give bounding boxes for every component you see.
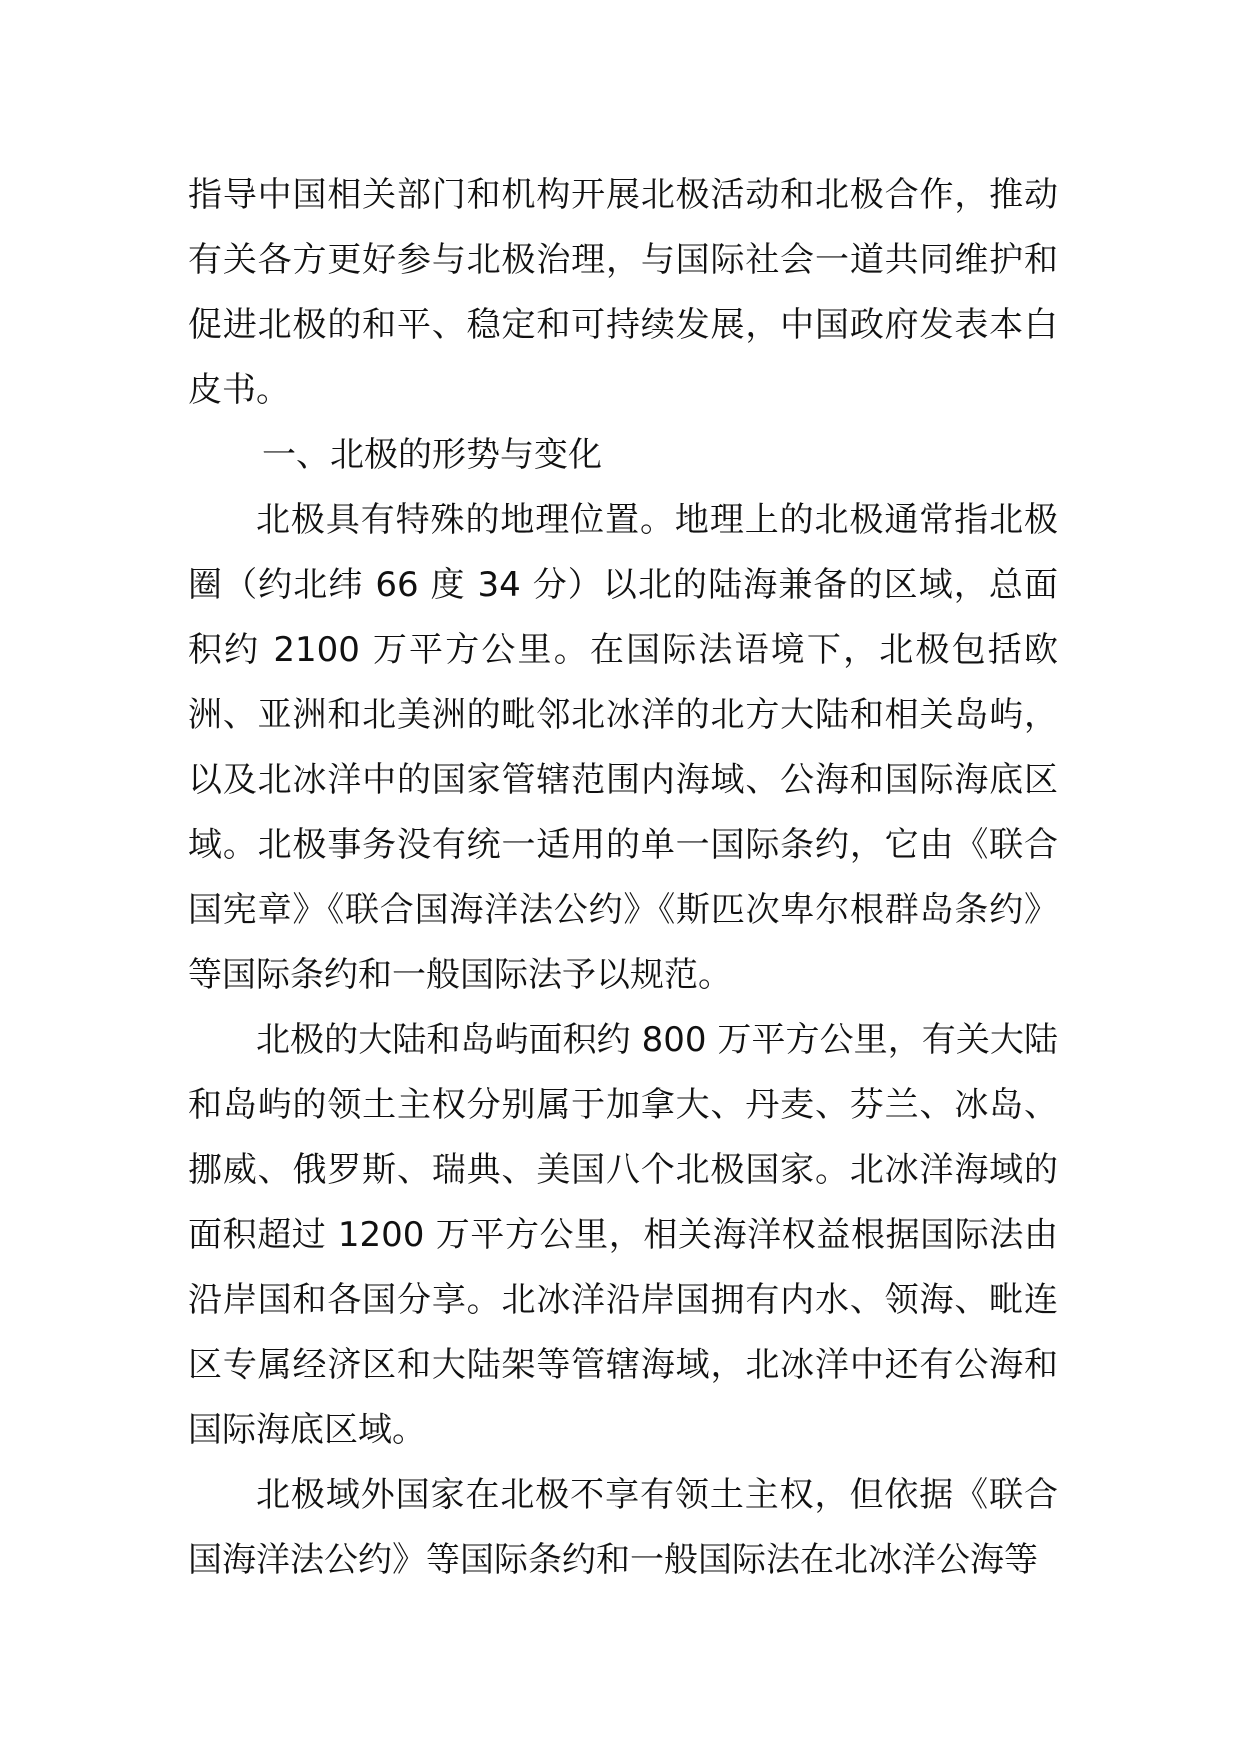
paragraph-non-arctic-states: 北极域外国家在北极不享有领土主权，但依据《联合国海洋法公约》等国际条约和一般国际法在北冰洋公海等 <box>188 1475 1058 1580</box>
document-body <box>188 163 1058 1593</box>
paragraph-territory: 北极的大陆和岛屿面积约 800 万平方公里，有关大陆和岛屿的领土主权分别属于加拿大、丹麦、芬兰、冰岛、挪威、俄罗斯、瑞典、美国八个北极国家。北冰洋海域的面积超过 1200 万平方公里，相关海洋权益根据国际法由沿岸国和各国分享。北冰洋沿岸国拥有内水、领海、毗连区专属经济区和大陆架等管辖海域，北冰洋中还有公海和国际海底区域。 <box>188 1020 1058 1450</box>
paragraph-geography: 北极具有特殊的地理位置。地理上的北极通常指北极圈（约北纬 66 度 34 分）以北的陆海兼备的区域，总面积约 2100 万平方公里。在国际法语境下，北极包括欧洲、亚洲和北美洲的毗邻北冰洋的北方大陆和相关岛屿，以及北冰洋中的国家管辖范围内海域、公海和国际海底区域。北极事务没有统一适用的单一国际条约，它由《联合国宪章》《联合国海洋法公约》《斯匹次卑尔根群岛条约》等国际条约和一般国际法予以规范。 <box>188 500 1058 995</box>
paragraph-continuation: 指导中国相关部门和机构开展北极活动和北极合作，推动有关各方更好参与北极治理，与国际社会一道共同维护和促进北极的和平、稳定和可持续发展，中国政府发表本白皮书。 <box>188 175 1058 410</box>
section-heading: 一、北极的形势与变化 <box>262 435 602 475</box>
